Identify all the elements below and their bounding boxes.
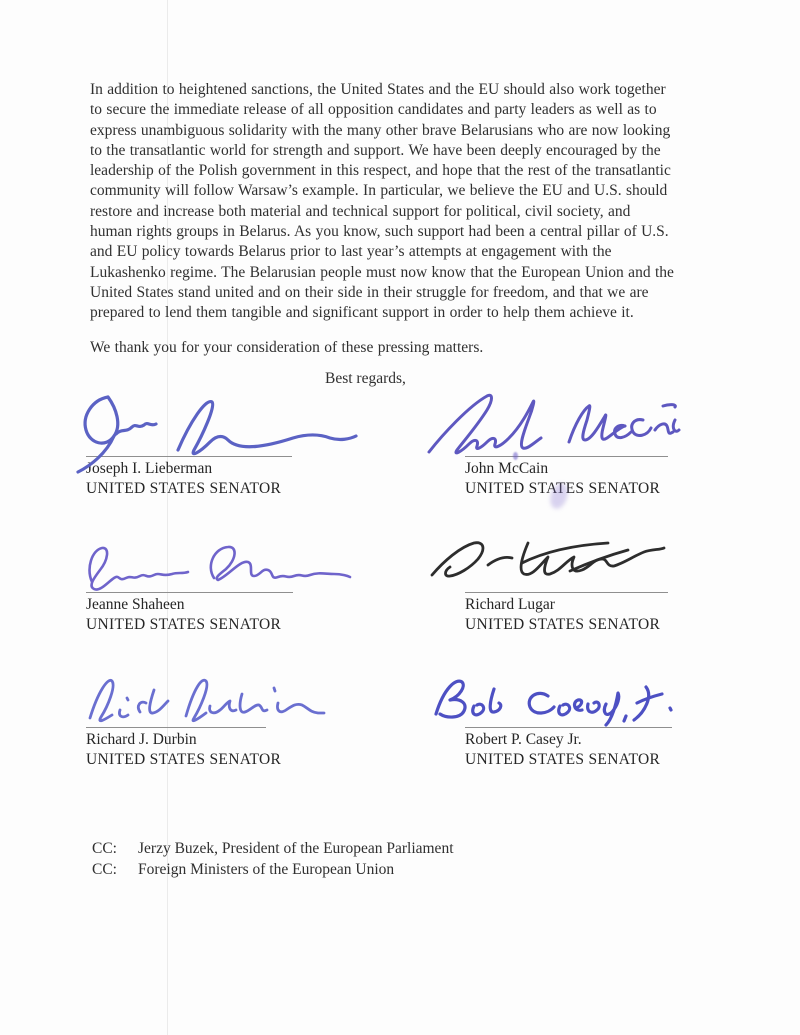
letter-line: United States stand united and on their side in their struggle for freedom, and that we are bbox=[90, 283, 649, 301]
signer-title: UNITED STATES SENATOR bbox=[86, 751, 282, 768]
signer-name: Richard J. Durbin bbox=[86, 731, 197, 748]
letter-line: and EU policy towards Belarus prior to last year’s attempts at engagement with the bbox=[90, 243, 612, 261]
signature-line bbox=[465, 456, 668, 457]
cc-text: Foreign Ministers of the European Union bbox=[138, 861, 395, 878]
signer-title: UNITED STATES SENATOR bbox=[86, 616, 282, 633]
signer-title: UNITED STATES SENATOR bbox=[465, 480, 661, 497]
signer-title: UNITED STATES SENATOR bbox=[86, 480, 282, 497]
signature-richard-durbin bbox=[84, 672, 324, 727]
thanks-line: We thank you for your consideration of these pressing matters. bbox=[90, 339, 484, 356]
letter-line: express unambiguous solidarity with the many other brave Belarusians who are now looking bbox=[90, 121, 671, 139]
signer-name: John McCain bbox=[465, 460, 549, 477]
ink-dot-artifact bbox=[513, 452, 518, 460]
signature-line bbox=[86, 592, 293, 593]
letter-line: leadership of the Polish government in this respect, and hope that the rest of the transatlantic bbox=[90, 162, 671, 180]
signature-john-mccain bbox=[429, 390, 679, 458]
signature-jeanne-shaheen bbox=[82, 542, 352, 592]
signature-block-durbin bbox=[86, 666, 336, 770]
letter-line: restore and increase both material and technical support for political, civil society, and bbox=[90, 202, 631, 220]
signature-block-casey bbox=[465, 666, 715, 770]
letter-line: Lukashenko regime. The Belarusian people must now know that the European Union and the bbox=[90, 263, 674, 281]
signature-robert-casey bbox=[430, 674, 690, 729]
cc-row bbox=[92, 838, 454, 859]
letter-line: community will follow Warsaw’s example. In particular, we believe the EU and U.S. should bbox=[90, 182, 668, 200]
signer-name: Robert P. Casey Jr. bbox=[465, 731, 582, 748]
signature-block-lieberman bbox=[86, 395, 336, 499]
signature-block-shaheen bbox=[86, 530, 336, 635]
cc-label: CC: bbox=[92, 840, 117, 857]
cc-text: Jerzy Buzek, President of the European Parliament bbox=[138, 840, 454, 857]
cc-label: CC: bbox=[92, 861, 117, 878]
signer-title: UNITED STATES SENATOR bbox=[465, 751, 661, 768]
signature-line bbox=[465, 727, 672, 728]
signer-name: Richard Lugar bbox=[465, 596, 555, 613]
signer-name: Joseph I. Lieberman bbox=[86, 460, 213, 477]
closing-salutation: Best regards, bbox=[325, 370, 406, 387]
letter-line: to the transatlantic world for strength and support. We have been deeply encouraged by the bbox=[90, 141, 661, 159]
signature-block-lugar bbox=[465, 530, 715, 635]
letter-line: prepared to lend them tangible and significant support in order to help them achieve it. bbox=[90, 304, 634, 322]
letter-line: to secure the immediate release of all opposition candidates and party leaders as well as to bbox=[90, 101, 657, 119]
letter-line: human rights groups in Belarus. As you know, such support had been a central pillar of U.S. bbox=[90, 223, 669, 241]
signature-line bbox=[465, 592, 668, 593]
signature-richard-lugar bbox=[430, 535, 670, 590]
cc-row bbox=[92, 859, 454, 880]
signature-line bbox=[86, 727, 266, 728]
letter-body-paragraph bbox=[90, 80, 720, 324]
signature-block-mccain bbox=[465, 395, 715, 499]
letter-line: In addition to heightened sanctions, the United States and the EU should also work together bbox=[90, 81, 666, 98]
signer-name: Jeanne Shaheen bbox=[86, 596, 185, 613]
cc-block bbox=[92, 838, 454, 880]
signer-title: UNITED STATES SENATOR bbox=[465, 616, 661, 633]
signature-line bbox=[86, 456, 292, 457]
